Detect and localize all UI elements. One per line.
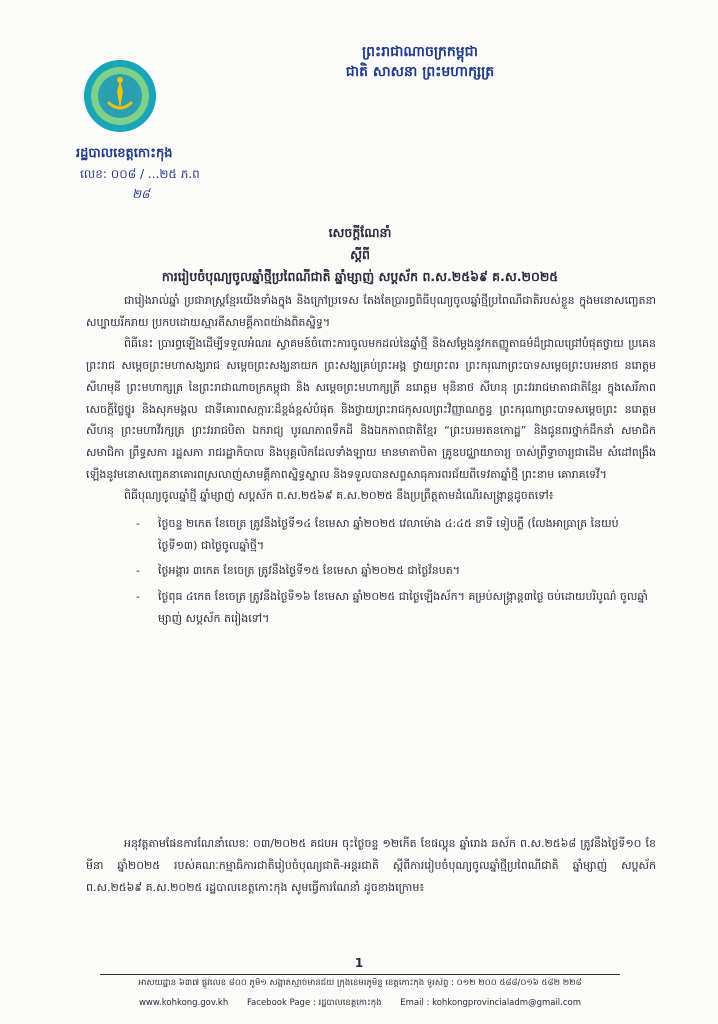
page-number: 1 — [354, 956, 364, 970]
footer-contacts — [60, 998, 660, 1010]
footer-divider — [100, 974, 620, 975]
paragraph-2: ពិធីនេះ ប្រារព្ធឡើងដើម្បីទទួលអំណរ ស្វាគមន៍ចំពោះការចូលមកដល់នៃឆ្នាំថ្មី និងសម្តែងនូវកតញ្ញូតាធម៌ដ៏ជ្រាលជ្រៅបំផុតថ្វាយ ប្រគេនព្រះរាជ សម្តេចព្រះមហាសង្ឃរាជ សម្តេចព្រះសង្ឃនាយក ព្រះសង្ឃគ្រប់ព្រះអង្គ ថ្វាយព្រះពរ ព្រះករុណាព្រះបាទសម្តេចព្រះបរមនាថ នរោត្តម សីហមុនី ព្រះមហាក្សត្រ នៃព្រះរាជាណាចក្រកម្ពុជា និង សម្តេចព្រះមហាក្សត្រី នរោត្តម មុនិនាថ សីហនុ ព្រះវររាជមាតាជាតិខ្មែរ ក្នុងសេរីភាព សេចក្តីថ្លៃថ្នូរ និងសុភមង្គល ជាទីគោរពសក្ការៈដ៏ខ្ពង់ខ្ពស់បំផុត និងថ្វាយព្រះរាជកុសលព្រះវិញ្ញាណក្ខន្ធ ព្រះករុណាព្រះបាទសម្តេចព្រះ នរោត្តម សីហនុ ព្រះមហាវីរក្សត្រ ព្រះវររាជបិតា ឯករាជ្យ បូរណភាពទឹកដី និងឯកភាពជាតិខ្មែរ “ព្រះបរមរតនកោដ្ឋ” និងជូនពរថ្នាក់ដឹកនាំ សមាជិក សមាជិកា ព្រឹទ្ធសភា រដ្ឋសភា រាជរដ្ឋាភិបាល និងបុគ្គលិកដែលទាំងឡាយ មានមាតាបិតា គ្រូឧបជ្ឈាយាចារ្យ ចាស់ព្រឹទ្ធាចារ្យជាដើម សំដៅពង្រឹងឡើងនូវមនោសញ្ចេតនាគោរពស្រលាញ់សាមគ្គីភាពស្និទ្ធស្នាល និងទទួលបានសព្ទសាធុការពរជ័យពីទេវតាឆ្នាំថ្មី ព្រះនាម គោរាគទេវី។ — [86, 337, 656, 481]
title-line-3: ការរៀបចំបុណ្យចូលឆ្នាំថ្មីប្រពៃណីជាតិ ឆ្នាំម្សាញ់ សប្តស័ក ព.ស.២៥៦៩ គ.ស.២០២៥ — [161, 269, 559, 284]
title-line-1: សេចក្តីណែនាំ — [328, 225, 392, 240]
schedule-list — [86, 513, 656, 630]
reference-number: លេខ: ០០៨ / ...២៥ ភ.ព — [80, 167, 200, 181]
kingdom-header — [240, 42, 600, 82]
administration-name: រដ្ឋបាលខេត្តកោះកុង — [76, 146, 173, 161]
provincial-seal-logo — [82, 58, 158, 134]
paragraph-3: ពិធីបុណ្យចូលឆ្នាំថ្មី ឆ្នាំម្សាញ់ សប្តស័ក ព.ស.២៥៦៩ គ.ស.២០២៥ នឹងប្រព្រឹត្តតាមដំណើរសង្ក្រាន្តដូចតទៅ៖ — [124, 489, 554, 503]
kingdom-name: ព្រះរាជាណាចក្រកម្ពុជា — [361, 44, 478, 60]
title-line-2: ស្តីពី — [350, 247, 370, 262]
footer-email: Email : kohkongprovincialadm@gmail.com — [400, 998, 582, 1008]
footer-facebook: Facebook Page : រដ្ឋបាលខេត្តកោះកុង — [246, 998, 382, 1008]
paragraph-1: ជារៀងរាល់ឆ្នាំ ប្រជារាស្ត្រខ្មែរយើងទាំងក្នុង និងក្រៅប្រទេស តែងតែប្រារព្ធពិធីបុណ្យចូលឆ្នាំថ្មីប្រពៃណីជាតិរបស់ខ្លួន ក្នុងមនោសញ្ចេតនាសប្បាយរីករាយ ប្រកបដោយស្មារតីសាមគ្គីភាពយ៉ាងពិតស្និទ្ធ។ — [86, 294, 656, 329]
list-item: - ថ្ងៃពុធ ៤កេត ខែចេត្រ ត្រូវនឹងថ្ងៃទី១៦ ខែមេសា ឆ្នាំ២០២៥ ជាថ្ងៃឡើងស័ក។ គម្រប់សង្ក្រាន្ត៣ថ្ងៃ ចប់ដោយបរិបូណ៌ ចូលឆ្នាំម្សាញ់ សប្តស័ក តរៀងទៅ។ — [136, 586, 656, 629]
document-title — [60, 222, 660, 288]
footer-address: អាសយដ្ឋាន ៦៣៧ ផ្លូវលេខ ៨០០ ភូមិ១ សង្កាត់ស្មាច់មានជ័យ ក្រុងខេមរភូមិន្ទ ខេត្តកោះកុង ទូរស័ព្ទ : ០១២ ២០០ ៥៨៨/០១៦ ៥៨២ ២២៨ — [138, 978, 582, 988]
list-item: - ថ្ងៃអង្គារ ៣កេត ខែចេត្រ ត្រូវនឹងថ្ងៃទី១៥ ខែមេសា ឆ្នាំ២០២៥ ជាថ្ងៃវ័នបត។ — [136, 560, 656, 582]
closing-paragraph: អនុវត្តតាមផែនការណែនាំលេខៈ ០៣/២០២៥ គជបអ ចុះថ្ងៃចន្ទ ១២កើត ខែផល្គុន ឆ្នាំរោង ឆស័ក ព.ស.២៥៦៨ ត្រូវនឹងថ្ងៃទី១០ ខែមីនា ឆ្នាំ២០២៥ របស់គណៈកម្មាធិការជាតិរៀបចំបុណ្យជាតិ-អន្តរជាតិ ស្តីពីការរៀបចំបុណ្យចូលឆ្នាំថ្មីប្រពៃណីជាតិ ឆ្នាំម្សាញ់ សប្តស័ក ព.ស.២៥៦៩ គ.ស.២០២៥ រដ្ឋបាលខេត្តកោះកុង សូមធ្វើការណែនាំ ដូចខាងក្រោម៖ — [86, 837, 656, 894]
national-motto: ជាតិ សាសនា ព្រះមហាក្សត្រ — [345, 64, 495, 80]
list-item: - ថ្ងៃចន្ទ ២កេត ខែចេត្រ ត្រូវនឹងថ្ងៃទី១៤ ខែមេសា ឆ្នាំ២០២៥ វេលាម៉ោង ៤:៤៥ នាទី ទៀបភ្លឺ (លែងអាធ្រាត្រ នៃយប់ថ្ងៃទី១៣) ជាថ្ងៃចូលឆ្នាំថ្មី។ — [136, 513, 656, 556]
handwritten-mark: ២៨ — [132, 187, 150, 201]
document-body — [86, 290, 656, 638]
footer-website: www.kohkong.gov.kh — [138, 998, 229, 1008]
